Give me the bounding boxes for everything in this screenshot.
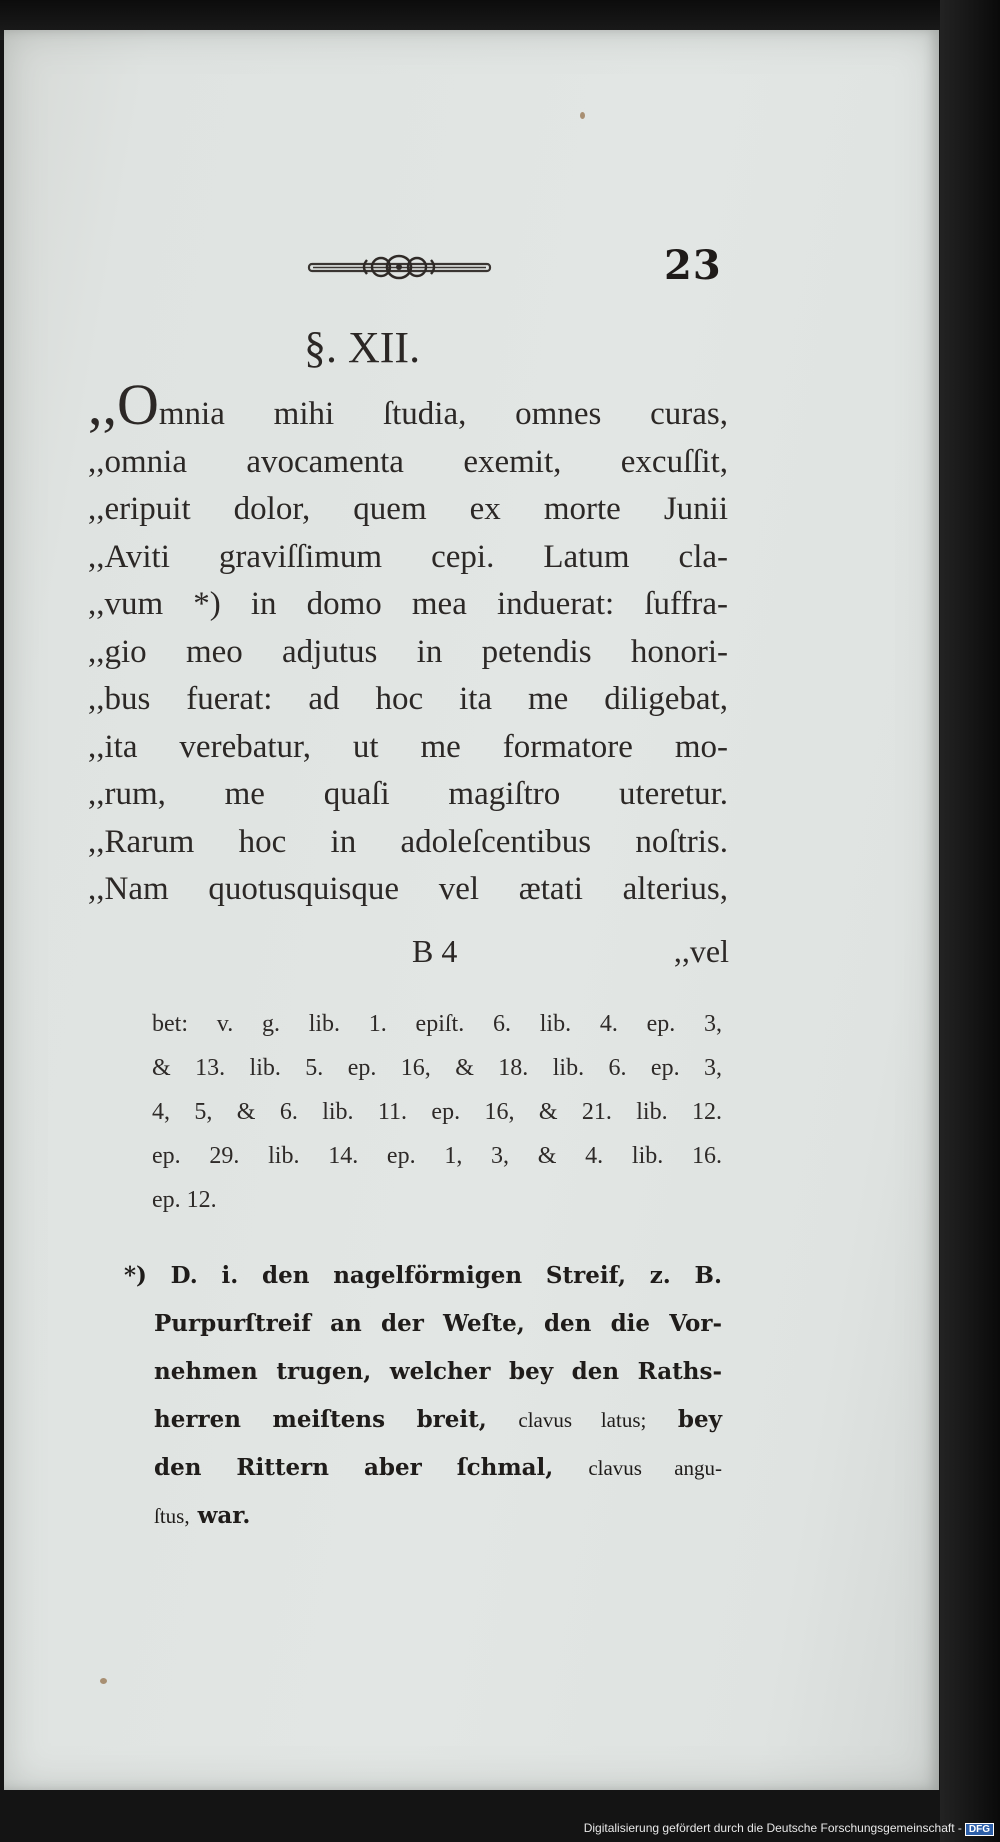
main-text-line: ,,Aviti graviſſimum cepi. Latum cla- bbox=[88, 538, 728, 575]
footnote-star bbox=[124, 1252, 722, 1540]
dfg-logo-badge: DFG bbox=[965, 1823, 994, 1836]
footnote-star-line bbox=[124, 1444, 722, 1492]
main-text-line: ,,eripuit dolor, quem ex morte Junii bbox=[88, 491, 728, 527]
footnote-ref-line: ep. 12. bbox=[152, 1187, 217, 1213]
main-text-line: ,,ita verebatur, ut me formatore mo- bbox=[88, 728, 728, 765]
catchword: ,,vel bbox=[673, 933, 729, 969]
main-text-line: ,,Omnia mihi ſtudia, omnes curas, bbox=[88, 372, 728, 437]
book-page bbox=[4, 30, 939, 1790]
footnote-fraktur-text: war. bbox=[197, 1502, 251, 1529]
main-text-line: ,,Nam quotusquisque vel ætati alterius, bbox=[88, 871, 728, 907]
main-text-block bbox=[88, 372, 728, 914]
footnote-latin-text: clavus angu- bbox=[588, 1456, 723, 1480]
page-number: 23 bbox=[664, 242, 722, 289]
footnote-latin-text: clavus latus; bbox=[518, 1408, 647, 1432]
signature-mark: B 4 bbox=[412, 933, 458, 969]
footnote-ref-line: bet: v. g. lib. 1. epiſt. 6. lib. 4. ep. 3, bbox=[152, 1011, 722, 1037]
footnote-ref-line: 4, 5, & 6. lib. 11. ep. 16, & 21. lib. 12. bbox=[152, 1099, 722, 1125]
footnote-ref-line: ep. 29. lib. 14. ep. 1, 3, & 4. lib. 16. bbox=[152, 1143, 722, 1169]
footnote-star-line: nehmen trugen, welcher bey den Raths- bbox=[154, 1358, 722, 1385]
footnote-star-line bbox=[124, 1396, 722, 1444]
footnote-ref-line: & 13. lib. 5. ep. 16, & 18. lib. 6. ep. 3, bbox=[152, 1055, 722, 1081]
footnote-star-line: Purpurſtreif an der Weſte, den die Vor- bbox=[154, 1310, 722, 1337]
paper-speck bbox=[100, 1678, 107, 1684]
footnote-fraktur-text: den Rittern aber ſchmal, bbox=[154, 1454, 554, 1481]
footnote-latin-text: ſtus, bbox=[154, 1504, 190, 1528]
scroll-ornament-icon bbox=[307, 246, 492, 288]
footnote-star-line: *) D. i. den nagelförmigen Streif, z. B. bbox=[124, 1262, 722, 1289]
scan-right-edge bbox=[940, 0, 1000, 1842]
footnote-star-line bbox=[124, 1492, 722, 1540]
section-title: §. XII. bbox=[304, 323, 421, 372]
main-text-line: ,,bus fuerat: ad hoc ita me diligebat, bbox=[88, 681, 728, 717]
credit-text: Digitalisierung gefördert durch die Deutsche Forschungsgemeinschaft - bbox=[583, 1821, 962, 1835]
main-text-line: ,,gio meo adjutus in petendis honori- bbox=[88, 633, 728, 670]
footnote-fraktur-text: herren meiſtens breit, bbox=[154, 1406, 487, 1433]
footnote-references bbox=[152, 1002, 722, 1222]
footnote-fraktur-text: bey bbox=[677, 1406, 722, 1433]
main-text-line: ,,vum *) in domo mea induerat: ſuffra- bbox=[88, 586, 728, 622]
main-text-line: ,,Rarum hoc in adoleſcentibus noſtris. bbox=[88, 823, 728, 860]
paper-speck bbox=[580, 112, 585, 119]
main-text-line: ,,rum, me quaſi magiſtro uteretur. bbox=[88, 776, 728, 812]
digitization-credit bbox=[574, 1821, 994, 1836]
main-text-line: ,,omnia avocamenta exemit, excuſſit, bbox=[88, 443, 728, 480]
